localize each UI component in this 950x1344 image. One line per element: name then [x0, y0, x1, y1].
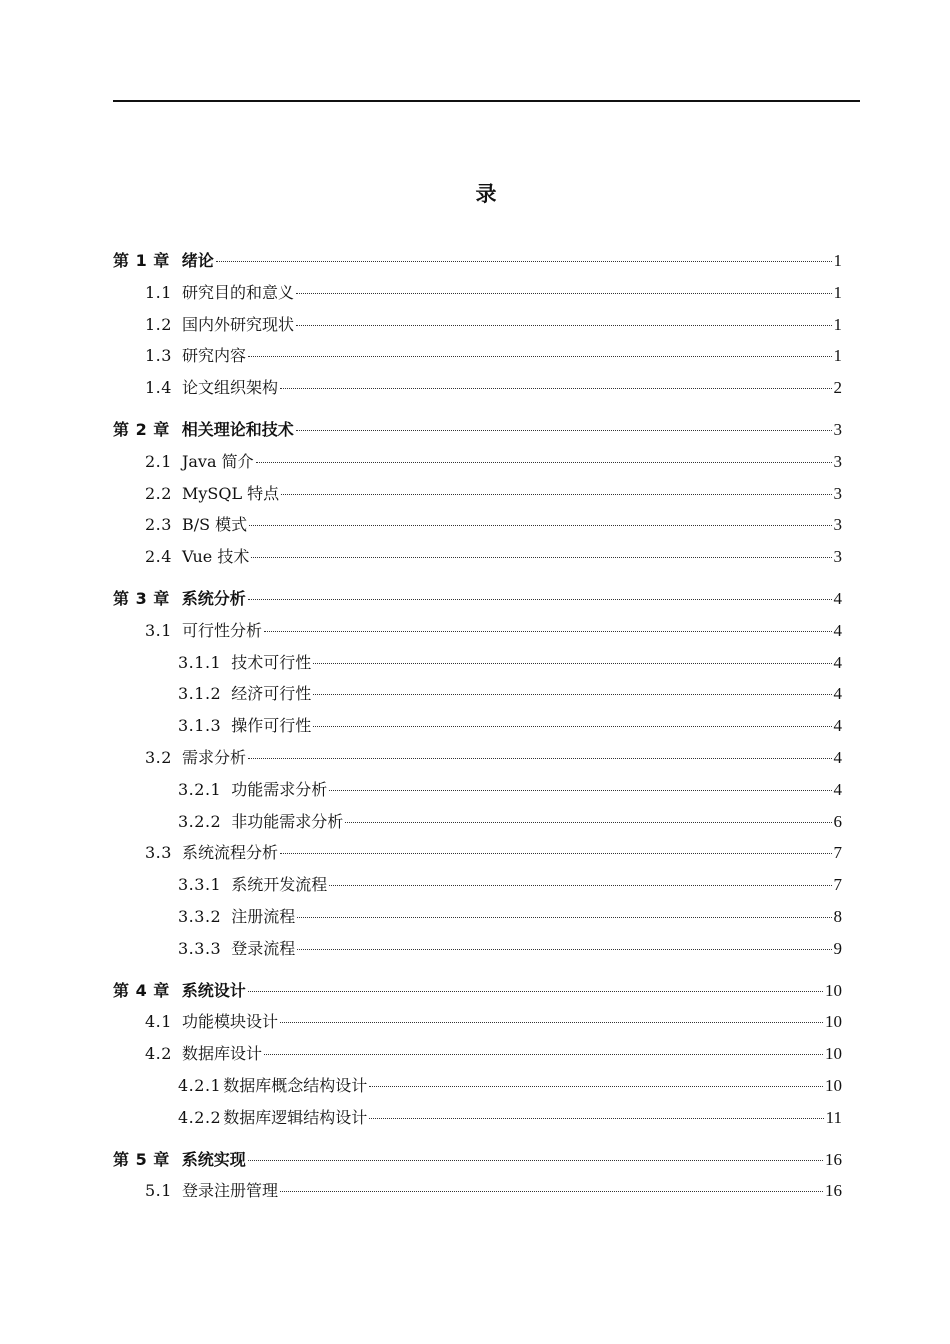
toc-entry-label: 技术可行性 — [231, 652, 312, 672]
toc-entry-number: 3.2.2 — [178, 811, 222, 831]
toc-entry[interactable] — [145, 345, 842, 367]
toc-entry-number: 第 1 章 — [113, 251, 170, 270]
dot-leader — [248, 991, 823, 992]
toc-entry-number: 2.3 — [145, 515, 172, 535]
dot-leader — [313, 694, 831, 695]
toc-entry-label: 绪论 — [181, 251, 214, 270]
toc-entry-label: 登录流程 — [231, 938, 296, 958]
toc-entry[interactable] — [178, 874, 842, 896]
dot-leader — [281, 494, 831, 495]
dot-leader — [329, 790, 831, 791]
toc-entry[interactable] — [113, 980, 842, 1002]
toc-entry-label: MySQL 特点 — [181, 483, 280, 503]
toc-entry-page: 9 — [833, 938, 842, 958]
toc-entry-page: 16 — [825, 1181, 842, 1201]
toc-entry[interactable] — [113, 250, 842, 272]
toc-entry[interactable] — [145, 546, 842, 568]
toc-entry[interactable] — [145, 620, 842, 642]
toc-entry[interactable] — [145, 514, 842, 536]
toc-entry-page: 1 — [833, 346, 842, 366]
toc-entry[interactable] — [178, 683, 842, 705]
toc-entry-label: Vue 技术 — [181, 547, 250, 567]
toc-entry-label: 需求分析 — [181, 748, 246, 767]
dot-leader — [369, 1086, 823, 1087]
dot-leader — [256, 462, 832, 463]
dot-leader — [248, 758, 832, 759]
toc-entry[interactable] — [113, 419, 842, 441]
dot-leader — [249, 525, 831, 526]
toc-entry-number: 3.1.3 — [178, 716, 222, 736]
toc-entry-number: 1.3 — [145, 346, 172, 366]
toc-entry-number: 3.2.1 — [178, 779, 222, 799]
toc-entry-page: 2 — [833, 378, 842, 398]
toc-entry-page: 10 — [825, 980, 842, 1000]
dot-leader — [296, 430, 832, 431]
toc-entry-label: 系统设计 — [181, 980, 246, 1000]
toc-entry-number: 4.2.1 — [178, 1076, 222, 1095]
toc-entry-page: 3 — [833, 420, 842, 439]
toc-entry-number: 1.2 — [145, 314, 172, 334]
toc-entry-page: 4 — [833, 716, 842, 736]
dot-leader — [216, 261, 832, 262]
toc-entry-label: 可行性分析 — [181, 620, 262, 640]
dot-leader — [296, 325, 832, 326]
page-title: 录 — [475, 182, 497, 206]
toc-entry-label: 系统开发流程 — [231, 875, 328, 895]
toc-entry-number: 1.4 — [145, 378, 172, 398]
toc-entry[interactable] — [145, 314, 842, 336]
toc-entry[interactable] — [145, 1043, 842, 1065]
dot-leader — [264, 1054, 823, 1055]
toc-entry-page: 1 — [833, 251, 842, 270]
toc-entry-label: 系统分析 — [181, 589, 246, 608]
toc-entry-page: 4 — [833, 589, 842, 608]
toc-entry-number: 3.1.2 — [178, 684, 222, 704]
toc-entry[interactable] — [178, 779, 842, 801]
toc-entry[interactable] — [145, 842, 842, 864]
dot-leader — [297, 949, 831, 950]
toc-entry[interactable] — [178, 811, 842, 833]
toc-entry[interactable] — [178, 715, 842, 737]
dot-leader — [248, 1160, 823, 1161]
toc-entry-page: 3 — [833, 451, 842, 471]
toc-entry-label: 数据库逻辑结构设计 — [223, 1107, 368, 1127]
toc-entry-page: 1 — [833, 314, 842, 334]
toc-entry[interactable] — [113, 1149, 842, 1171]
dot-leader — [296, 293, 832, 294]
dot-leader — [297, 917, 831, 918]
toc-entry-number: 3.3.3 — [178, 938, 222, 958]
toc-entry-page: 4 — [833, 748, 842, 767]
toc-entry[interactable] — [145, 451, 842, 473]
toc-entry-page: 4 — [833, 620, 842, 640]
toc-entry[interactable] — [178, 1075, 842, 1097]
dot-leader — [345, 822, 831, 823]
toc-entry-number: 2.2 — [145, 483, 172, 503]
toc-entry-label: 经济可行性 — [231, 684, 312, 704]
toc-entry-label: 注册流程 — [231, 907, 296, 926]
toc-entry-label: 研究目的和意义 — [181, 282, 294, 302]
toc-entry-label: 功能需求分析 — [231, 779, 328, 799]
toc-entry[interactable] — [113, 588, 842, 610]
toc-entry-label: B/S 模式 — [181, 515, 248, 535]
toc-entry-page: 1 — [833, 282, 842, 302]
toc-entry-label: 系统实现 — [181, 1149, 246, 1169]
toc-entry[interactable] — [178, 652, 842, 674]
toc-entry-page: 16 — [825, 1149, 842, 1169]
toc-entry-page: 4 — [833, 652, 842, 672]
toc-entry-page: 10 — [825, 1076, 842, 1095]
toc-entry[interactable] — [145, 1011, 842, 1033]
toc-entry-label: 国内外研究现状 — [181, 314, 294, 334]
toc-entry-page: 7 — [833, 875, 842, 895]
dot-leader — [313, 726, 831, 727]
toc-entry-page: 11 — [825, 1107, 842, 1127]
toc-entry-label: 数据库设计 — [181, 1044, 262, 1064]
dot-leader — [264, 631, 832, 632]
toc-entry-number: 3.3.2 — [178, 907, 222, 926]
toc-entry-number: 1.1 — [145, 282, 172, 302]
toc-entry-page: 8 — [833, 907, 842, 926]
dot-leader — [248, 356, 832, 357]
toc-entry[interactable] — [178, 906, 842, 928]
toc-entry-page: 4 — [833, 779, 842, 799]
toc-entry-number: 第 3 章 — [113, 589, 170, 608]
dot-leader — [329, 885, 831, 886]
toc-entry-label: 非功能需求分析 — [231, 811, 344, 831]
dot-leader — [251, 557, 831, 558]
toc-entry-number: 第 2 章 — [113, 420, 170, 439]
toc-entry-page: 4 — [833, 684, 842, 704]
toc-entry-number: 3.3.1 — [178, 875, 222, 895]
toc-entry-label: 登录注册管理 — [181, 1181, 278, 1201]
dot-leader — [280, 388, 832, 389]
toc-entry-number: 5.1 — [145, 1181, 172, 1201]
toc-entry-page: 7 — [833, 843, 842, 863]
toc-entry-page: 10 — [825, 1044, 842, 1064]
toc-entry-label: 相关理论和技术 — [181, 420, 294, 439]
toc-entry-label: 操作可行性 — [231, 716, 312, 736]
toc-entry[interactable] — [178, 1107, 842, 1129]
toc-entry[interactable] — [145, 282, 842, 304]
toc-entry-number: 3.3 — [145, 843, 172, 863]
toc-entry-number: 第 4 章 — [113, 980, 170, 1000]
toc-entry-number: 3.2 — [145, 748, 172, 767]
toc-entry-label: 论文组织架构 — [181, 378, 278, 398]
dot-leader — [280, 1022, 823, 1023]
dot-leader — [280, 853, 832, 854]
toc-entry-label: Java 简介 — [181, 451, 254, 471]
toc-entry-page: 3 — [833, 547, 842, 567]
dot-leader — [369, 1118, 823, 1119]
dot-leader — [248, 599, 832, 600]
toc-entry-number: 3.1.1 — [178, 652, 222, 672]
toc-entry-number: 2.1 — [145, 451, 172, 471]
toc-entry-page: 6 — [833, 811, 842, 831]
toc-entry-label: 功能模块设计 — [181, 1012, 278, 1032]
toc-entry-page: 3 — [833, 483, 842, 503]
toc-entry-number: 4.2 — [145, 1044, 172, 1064]
toc-entry[interactable] — [178, 938, 842, 960]
toc-entry-label: 研究内容 — [181, 346, 246, 366]
toc-entry-number: 3.1 — [145, 620, 172, 640]
header-rule — [113, 100, 860, 102]
dot-leader — [313, 663, 831, 664]
toc-entry-page: 3 — [833, 515, 842, 535]
toc-entry-number: 2.4 — [145, 547, 172, 567]
toc-entry-number: 4.1 — [145, 1012, 172, 1032]
toc-entry[interactable] — [145, 377, 842, 399]
toc-entry[interactable] — [145, 483, 842, 505]
toc-entry-label: 数据库概念结构设计 — [223, 1076, 368, 1095]
toc-entry-label: 系统流程分析 — [181, 843, 278, 863]
toc-entry-number: 第 5 章 — [113, 1149, 170, 1169]
toc-entry-number: 4.2.2 — [178, 1107, 222, 1127]
toc-entry-page: 10 — [825, 1012, 842, 1032]
toc-entry[interactable] — [145, 1180, 842, 1202]
toc-entry[interactable] — [145, 747, 842, 769]
dot-leader — [280, 1191, 823, 1192]
